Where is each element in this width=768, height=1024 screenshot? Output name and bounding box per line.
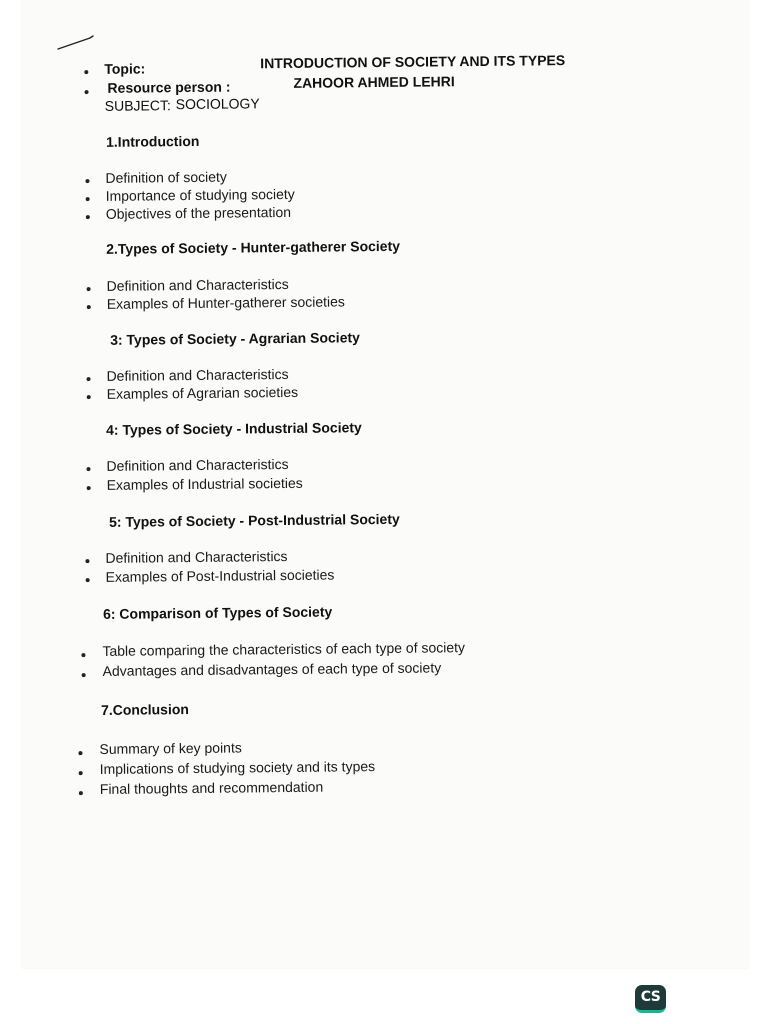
section-heading: 1.Introduction xyxy=(105,132,200,150)
list-item: Definition and Characteristics xyxy=(106,275,289,294)
list-item: Definition of society xyxy=(105,168,227,186)
topic-label: Topic: xyxy=(104,60,146,77)
list-item: Table comparing the characteristics of each type of society xyxy=(102,639,466,659)
bullet-dot xyxy=(87,287,91,291)
subject-label: SUBJECT: xyxy=(104,97,171,114)
scanned-page xyxy=(22,0,748,968)
bullet-dot xyxy=(85,179,89,183)
list-item: Examples of Post-Industrial societies xyxy=(105,566,335,585)
list-item: Objectives of the presentation xyxy=(105,203,292,222)
bullet-dot xyxy=(84,70,88,74)
bullet-dot xyxy=(78,751,82,755)
list-item: Examples of Agrarian societies xyxy=(106,383,299,402)
list-item: Advantages and disadvantages of each type of society xyxy=(102,659,442,679)
list-item: Summary of key points xyxy=(99,739,242,757)
section-heading: 3: Types of Society - Agrarian Society xyxy=(110,329,360,348)
list-item: Implications of studying society and its types xyxy=(99,758,376,777)
section-heading: 5: Types of Society - Post-Industrial Society xyxy=(108,510,400,530)
subject-value: SOCIOLOGY xyxy=(175,95,260,113)
bullet-dot xyxy=(79,771,83,775)
list-item: Importance of studying society xyxy=(105,185,295,204)
topic-value: INTRODUCTION OF SOCIETY AND ITS TYPES xyxy=(260,52,566,72)
list-item: Final thoughts and recommendation xyxy=(99,778,324,797)
list-item: Definition and Characteristics xyxy=(106,365,289,384)
bullet-dot xyxy=(86,197,90,201)
bullet-dot xyxy=(87,395,91,399)
bullet-dot xyxy=(87,377,91,381)
bullet-dot xyxy=(86,215,90,219)
bullet-dot xyxy=(86,578,90,582)
resource-person-value: ZAHOOR AHMED LEHRI xyxy=(293,73,455,91)
list-item: Examples of Hunter-gatherer societies xyxy=(106,293,345,312)
list-item: Examples of Industrial societies xyxy=(106,474,303,493)
bullet-dot xyxy=(82,673,86,677)
bullet-dot xyxy=(87,305,91,309)
resource-person-label: Resource person : xyxy=(107,78,231,96)
list-item: Definition and Characteristics xyxy=(105,547,288,566)
bullet-dot xyxy=(86,467,90,471)
camscanner-logo-icon: CS xyxy=(635,985,666,1013)
document-content xyxy=(22,0,748,968)
section-heading: 4: Types of Society - Industrial Society xyxy=(106,419,362,438)
list-item: Definition and Characteristics xyxy=(106,455,289,474)
section-heading: 6: Comparison of Types of Society xyxy=(102,603,333,622)
bullet-dot xyxy=(87,486,91,490)
bullet-dot xyxy=(85,90,89,94)
bullet-dot xyxy=(85,559,89,563)
bullet-dot xyxy=(79,791,83,795)
section-heading: 2.Types of Society - Hunter-gatherer Society xyxy=(106,237,401,257)
section-heading: 7.Conclusion xyxy=(100,701,190,718)
bullet-dot xyxy=(81,653,85,657)
